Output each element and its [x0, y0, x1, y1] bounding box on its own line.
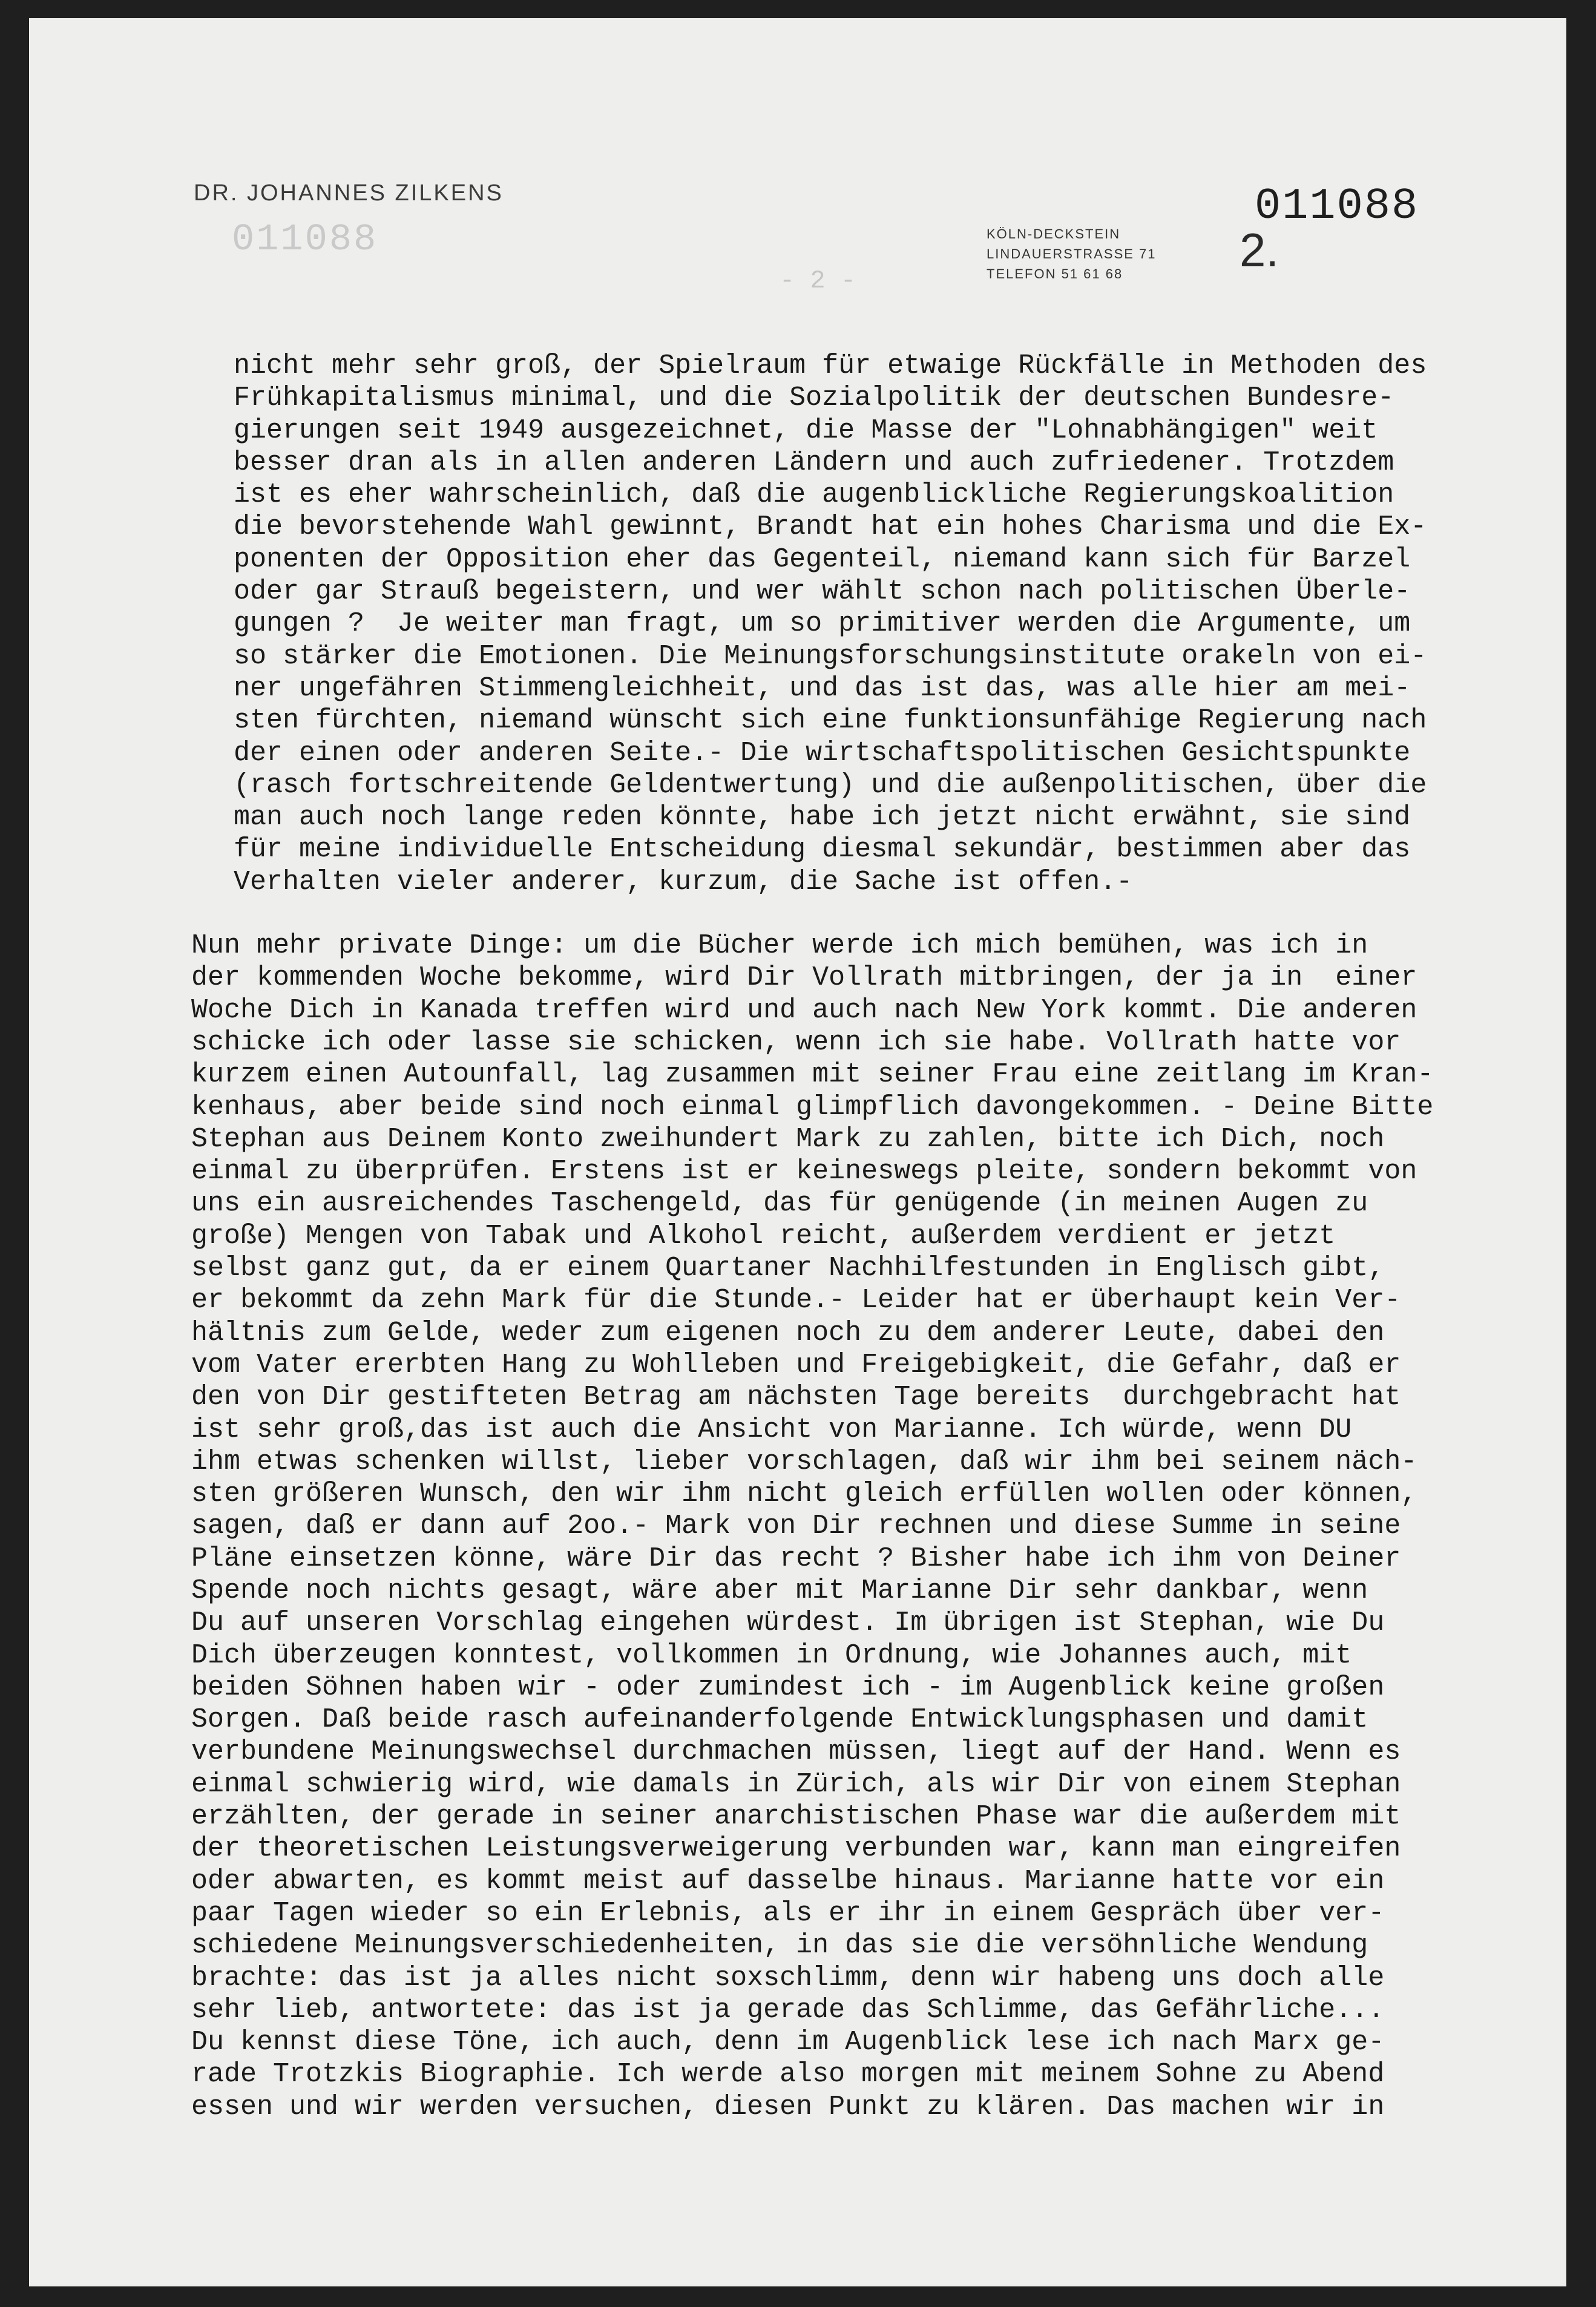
text-line: (rasch fortschreitende Geldentwertung) und die außenpolitischen, über die	[234, 769, 1427, 801]
text-line: schiedene Meinungsverschiedenheiten, in das sie die versöhnliche Wendung	[191, 1930, 1368, 1961]
text-line: Nun mehr private Dinge: um die Bücher werde ich mich bemühen, was ich in	[191, 930, 1368, 962]
text-line: schicke ich oder lasse sie schicken, wenn ich sie habe. Vollrath hatte vor	[191, 1026, 1401, 1058]
text-line: nicht mehr sehr groß, der Spielraum für etwaige Rückfälle in Methoden des	[234, 350, 1427, 381]
text-line: ner ungefähren Stimmengleichheit, und das ist das, was alle hier am mei-	[234, 672, 1411, 704]
text-line: der einen oder anderen Seite.- Die wirtschaftspolitischen Gesichtspunkte	[234, 737, 1411, 769]
text-line: Stephan aus Deinem Konto zweihundert Mark zu zahlen, bitte ich Dich, noch	[191, 1123, 1385, 1155]
ghost-document-number: 011088	[232, 218, 378, 261]
text-line: erzählten, der gerade in seiner anarchistischen Phase war die außerdem mit	[191, 1801, 1401, 1833]
text-line: man auch noch lange reden könnte, habe ich jetzt nicht erwähnt, sie sind	[234, 802, 1411, 833]
text-line: selbst ganz gut, da er einem Quartaner Nachhilfestunden in Englisch gibt,	[191, 1253, 1385, 1284]
text-line: so stärker die Emotionen. Die Meinungsforschungsinstitute orakeln von ei-	[234, 640, 1427, 672]
text-line: sten größeren Wunsch, den wir ihm nicht gleich erfüllen wollen oder können,	[191, 1478, 1417, 1510]
text-line: Spende noch nichts gesagt, wäre aber mit Marianne Dir sehr dankbar, wenn	[191, 1575, 1368, 1606]
text-line: Verhalten vieler anderer, kurzum, die Sache ist offen.-	[234, 866, 1133, 898]
text-line: ist es eher wahrscheinlich, daß die augenblickliche Regierungskoalition	[234, 479, 1394, 511]
text-line: ist sehr groß,das ist auch die Ansicht von Marianne. Ich würde, wenn DU	[191, 1414, 1352, 1445]
text-line: der kommenden Woche bekomme, wird Dir Vollrath mitbringen, der ja in einer	[191, 962, 1417, 994]
text-line: uns ein ausreichendes Taschengeld, das für genügende (in meinen Augen zu	[191, 1188, 1368, 1219]
letterhead-name: DR. JOHANNES ZILKENS	[194, 180, 504, 206]
text-line: einmal schwierig wird, wie damals in Zürich, als wir Dir von einem Stephan	[191, 1768, 1401, 1800]
text-line: Pläne einsetzen könne, wäre Dir das recht ? Bisher habe ich ihm von Deiner	[191, 1543, 1401, 1574]
text-line: Dich überzeugen konntest, vollkommen in Ordnung, wie Johannes auch, mit	[191, 1639, 1352, 1671]
address-city: KÖLN-DECKSTEIN	[987, 226, 1121, 241]
text-line: oder abwarten, es kommt meist auf dasselbe hinaus. Marianne hatte vor ein	[191, 1865, 1385, 1897]
text-line: kenhaus, aber beide sind noch einmal glimpflich davongekommen. - Deine Bitte	[191, 1091, 1434, 1123]
text-line: große) Mengen von Tabak und Alkohol reicht, außerdem verdient er jetzt	[191, 1220, 1336, 1252]
address-street: LINDAUERSTRASSE 71	[987, 246, 1157, 261]
text-line: brachte: das ist ja alles nicht soxschlimm, denn wir habeng uns doch alle	[191, 1962, 1385, 1994]
text-line: rade Trotzkis Biographie. Ich werde also morgen mit meinem Sohne zu Abend	[191, 2059, 1385, 2090]
document-number: 011088	[1255, 182, 1419, 231]
text-line: einmal zu überprüfen. Erstens ist er keineswegs pleite, sondern bekommt von	[191, 1156, 1417, 1187]
paragraph-2	[191, 930, 1547, 2123]
text-line: gierungen seit 1949 ausgezeichnet, die Masse der "Lohnabhängigen" weit	[234, 415, 1378, 446]
text-line: der theoretischen Leistungsverweigerung verbunden war, kann man eingreifen	[191, 1833, 1401, 1865]
text-line: kurzem einen Autounfall, lag zusammen mit seiner Frau eine zeitlang im Kran-	[191, 1059, 1434, 1091]
text-line: vom Vater ererbten Hang zu Wohlleben und Freigebigkeit, die Gefahr, daß er	[191, 1349, 1401, 1380]
text-line: den von Dir gestifteten Betrag am nächsten Tage bereits durchgebracht hat	[191, 1382, 1401, 1413]
text-line: hältnis zum Gelde, weder zum eigenen noch zu dem anderer Leute, dabei den	[191, 1317, 1385, 1348]
letter-body	[191, 350, 1547, 2123]
text-line: Du kennst diese Töne, ich auch, denn im Augenblick lese ich nach Marx ge-	[191, 2027, 1385, 2058]
text-line: oder gar Strauß begeistern, und wer wählt schon nach politischen Überle-	[234, 576, 1411, 608]
text-line: Frühkapitalismus minimal, und die Sozialpolitik der deutschen Bundesre-	[234, 382, 1394, 414]
paragraph-1	[191, 350, 1547, 898]
letterhead-address	[987, 224, 1157, 284]
text-line: Du auf unseren Vorschlag eingehen würdest. Im übrigen ist Stephan, wie Du	[191, 1607, 1385, 1639]
letter-page	[29, 18, 1566, 2286]
text-line: Woche Dich in Kanada treffen wird und auch nach New York kommt. Die anderen	[191, 994, 1417, 1026]
text-line: Sorgen. Daß beide rasch aufeinanderfolgende Entwicklungsphasen und damit	[191, 1704, 1368, 1736]
text-line: verbundene Meinungswechsel durchmachen müssen, liegt auf der Hand. Wenn es	[191, 1736, 1401, 1768]
text-line: die bevorstehende Wahl gewinnt, Brandt hat ein hohes Charisma und die Ex-	[234, 511, 1427, 543]
text-line: besser dran als in allen anderen Ländern und auch zufriedener. Trotzdem	[234, 447, 1394, 478]
paragraph-gap	[191, 898, 1547, 930]
address-phone: TELEFON 51 61 68	[987, 266, 1123, 281]
text-line: beiden Söhnen haben wir - oder zumindest ich - im Augenblick keine großen	[191, 1672, 1385, 1703]
text-line: gungen ? Je weiter man fragt, um so primitiver werden die Argumente, um	[234, 608, 1411, 640]
text-line: sagen, daß er dann auf 2oo.- Mark von Dir rechnen und diese Summe in seine	[191, 1511, 1401, 1542]
text-line: für meine individuelle Entscheidung diesmal sekundär, bestimmen aber das	[234, 834, 1411, 865]
text-line: ihm etwas schenken willst, lieber vorschlagen, daß wir ihm bei seinem näch-	[191, 1446, 1417, 1477]
handwritten-page-marker: 2.	[1240, 223, 1279, 277]
text-line: ponenten der Opposition eher das Gegenteil, niemand kann sich für Barzel	[234, 543, 1411, 575]
text-line: sten fürchten, niemand wünscht sich eine funktionsunfähige Regierung nach	[234, 705, 1427, 737]
text-line: sehr lieb, antwortete: das ist ja gerade das Schlimme, das Gefährliche...	[191, 1994, 1385, 2026]
text-line: er bekommt da zehn Mark für die Stunde.- Leider hat er überhaupt kein Ver-	[191, 1285, 1401, 1316]
ghost-page-label: - 2 -	[780, 266, 856, 295]
text-line: essen und wir werden versuchen, diesen Punkt zu klären. Das machen wir in	[191, 2091, 1385, 2122]
text-line: paar Tagen wieder so ein Erlebnis, als er ihr in einem Gespräch über ver-	[191, 1897, 1385, 1929]
